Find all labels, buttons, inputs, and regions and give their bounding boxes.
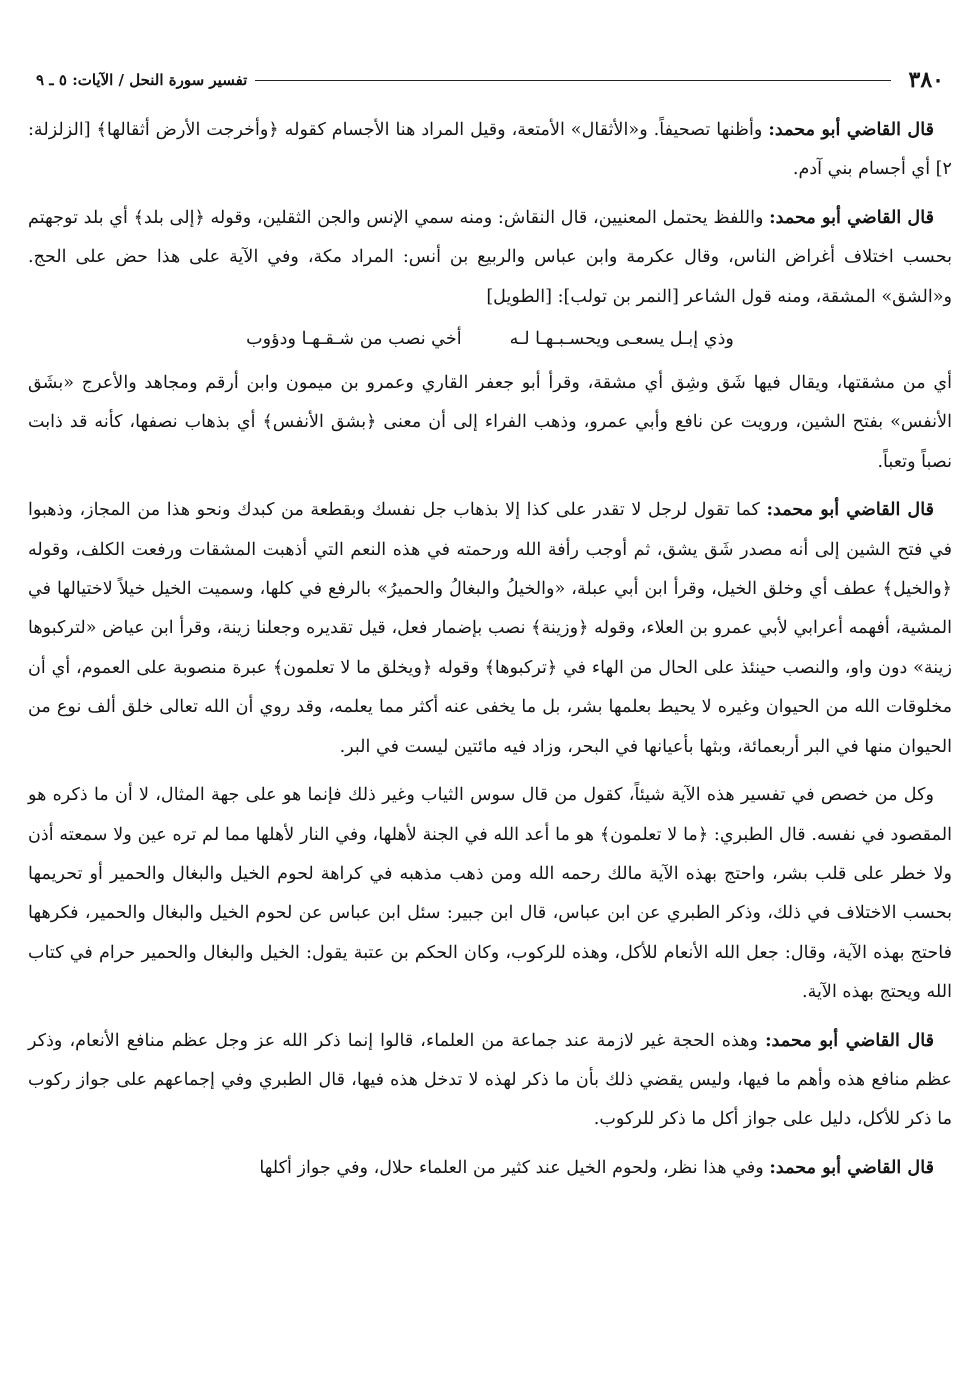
section-title: تفسير سورة النحل / الآيات: ٥ ـ ٩ [36, 71, 248, 89]
body-text [28, 110, 952, 1188]
paragraph [28, 1148, 952, 1188]
speaker-label: قال القاضي أبو محمد: [769, 1156, 934, 1178]
running-head [36, 60, 944, 100]
page-number: ٣٨٠ [908, 67, 944, 93]
speaker-label: قال القاضي أبو محمد: [768, 119, 934, 140]
paragraph [28, 198, 952, 317]
header-rule [255, 80, 890, 81]
speaker-label: قال القاضي أبو محمد: [765, 1029, 934, 1051]
paragraph-text: وفي هذا نظر، ولحوم الخيل عند كثير من العلماء حلال، وفي جواز أكلها [259, 1157, 770, 1178]
speaker-label: قال القاضي أبو محمد: [766, 499, 934, 521]
paragraph-text: واللفظ يحتمل المعنيين، قال النقاش: ومنه سمي الإنس والجن الثقلين، وقوله ﴿إلى بلد﴾ أي بلد توجهتم بحسب اختلاف أغراض الناس، وقال عكرمة وابن عباس والربيع بن أنس: المراد مكة، وفي الآية على هذا حض على الحج. و«الشق» المشقة، ومنه قول الشاعر [النمر بن تولب]: [الطويل] [28, 207, 952, 307]
paragraph-text: أي من مشقتها، ويقال فيها شَق وشِق أي مشقة، وقرأ أبو جعفر القاري وعمرو بن ميمون وابن أرقم ومجاهد والأعرج «بشَق الأنفس» بفتح الشين، ورويت عن نافع وأبي عمرو، وذهب الفراء إلى أن معنى ﴿بشق الأنفس﴾ أي بذهاب نصفها، كأنه قد ذابت نصباً وتعباً. [28, 373, 952, 472]
paragraph [28, 1021, 952, 1140]
paragraph [28, 363, 952, 482]
paragraph [28, 490, 952, 767]
paragraph [28, 775, 952, 1012]
paragraph-text: وأظنها تصحيفاً. و«الأثقال» الأمتعة، وقيل المراد هنا الأجسام كقوله ﴿وأخرجت الأرض أثقالها﴾ [الزلزلة: ٢] أي أجسام بني آدم. [28, 120, 952, 180]
verse-first-hemistich: وذي إبـل يسعـى ويحسـبـهـا لـه [509, 329, 734, 350]
paragraph [28, 110, 952, 190]
paragraph-text: كما تقول لرجل لا تقدر على كذا إلا بذهاب جل نفسك وبقطعة من كبدك ونحو هذا من المجاز، وذهبوا في فتح الشين إلى أنه مصدر شَق يشق، ثم أوجب رأفة الله ورحمته في هذه النعم التي أذهبت المشقات ورفعت الكلف، وقوله ﴿والخيل﴾ عطف أي وخلق الخيل، وقرأ ابن أبي عبلة، «والخيلُ والبغالُ والحميرُ» بالرفع في كلها، وسميت الخيل خيلاً لاختيالها في المشية، أفهمه أعرابي لأبي عمرو بن العلاء، وقوله ﴿وزينة﴾ نصب بإضمار فعل، قيل تقديره وجعلنا زينة، وقرأ ابن عياض «لتركبوها زينة» دون واو، والنصب حينئذ على الحال من الهاء في ﴿تركبوها﴾ وقوله ﴿ويخلق ما لا تعلمون﴾ عبرة منصوبة على العموم، أي أن مخلوقات الله من الحيوان وغيره لا يحيط بعلمها بشر، بل ما يخفى عنه أكثر مما يعلمه، وقد روي أن الله تعالى خلق ألف نوع من الحيوان منها في البر أربعمائة، وبثها بأعيانها في البحر، وزاد فيه مائتين ليست في البر. [28, 500, 952, 757]
paragraph-text: وكل من خصص في تفسير هذه الآية شيئاً، كقول من قال سوس الثياب وغير ذلك فإنما هو على جهة المثال، لا أن ما ذكره هو المقصود في نفسه. قال الطبري: ﴿ما لا تعلمون﴾ هو ما أعد الله في الجنة لأهلها، وفي النار لأهلها مما لم تره عين ولا سمعته أذن ولا خطر على قلب بشر، واحتج بهذه الآية مالك رحمه الله ومن ذهب مذهبه في كراهة لحوم الخيل والبغال والحمير أو تحريمها بحسب الاختلاف في ذلك، وذكر الطبري عن ابن عباس، قال ابن جبير: سئل ابن عباس عن لحوم الخيل والبغال والحمير، فكرهها فاحتج بهذه الآية، وقال: جعل الله الأنعام للأكل، وهذه للركوب، وكان الحكم بن عتبة يقول: الخيل والبغال والحمير حرام في كتاب الله ويحتج بهذه الآية. [28, 785, 952, 1003]
speaker-label: قال القاضي أبو محمد: [769, 206, 934, 228]
verse-second-hemistich: أخي نصب من شـقـهـا ودؤوب [246, 329, 462, 350]
paragraph-text: وهذه الحجة غير لازمة عند جماعة من العلماء، قالوا إنما ذكر الله عز وجل عظم منافع الأنعام، وذكر عظم منافع هذه وأهم ما فيها، وليس يقضي ذلك بأن ما ذكر لهذه لا تدخل هذه فيها، قال الطبري وفي إجماعهم على جواز ركوب ما ذكر للأكل، دليل على جواز أكل ما ذكر للركوب. [28, 1030, 952, 1130]
poetry-verse [28, 321, 952, 357]
